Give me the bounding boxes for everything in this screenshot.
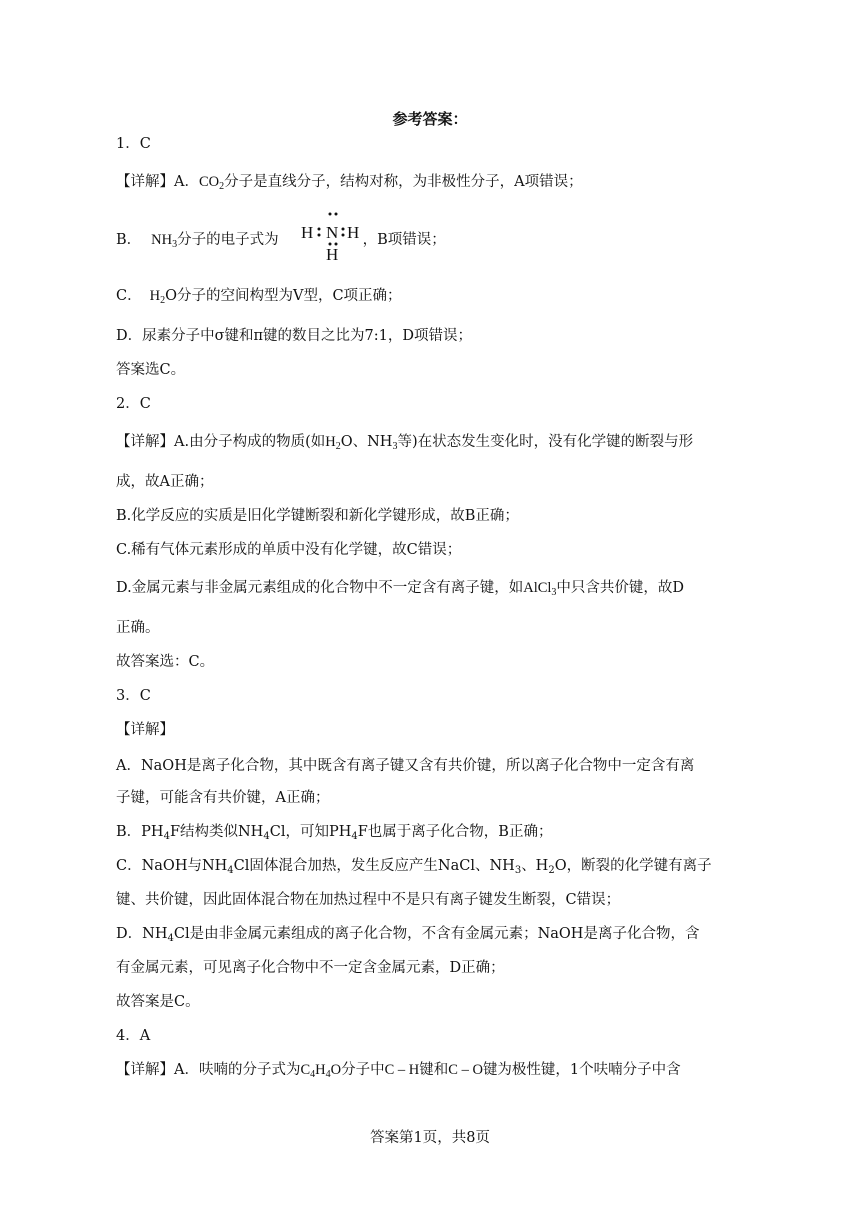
q3-option-d: D．$NH_4Cl$是由非金属元素组成的离子化合物，不含有金属元素；NaOH是离子化合物，含 <box>116 926 700 944</box>
q3-option-c: C．NaOH与$NH_4Cl$固体混合加热，发生反应产生NaCl、$NH_3$、$H_2O$，断裂的化学键有离子 <box>116 858 712 876</box>
q3-number: 3．C <box>116 688 151 704</box>
q2-option-c: C.稀有气体元素形成的单质中没有化学键，故C错误； <box>116 542 462 558</box>
q3-head: 【详解】 <box>116 722 174 738</box>
lewis-h-bottom: H <box>326 245 339 264</box>
q2-option-a-continued: 成，故A正确； <box>116 474 214 490</box>
nh3-lewis-structure <box>300 204 366 264</box>
q2-option-a: 【详解】A.由分子构成的物质(如$H_2O$、$NH_3$等)在状态发生变化时，没有化学键的断裂与形 <box>116 434 694 452</box>
q1-number: 1．C <box>116 136 151 152</box>
q2-option-b: B.化学反应的实质是旧化学键断裂和新化学键形成，故B正确； <box>116 508 519 524</box>
q4-number: 4．A <box>116 1028 151 1044</box>
q3-option-d-continued: 有金属元素，可见离子化合物中不一定含金属元素，D正确； <box>116 960 505 976</box>
lewis-h-left: H <box>301 223 314 242</box>
q4-option-a: 【详解】A．呋喃的分子式为$C_4H_4O$分子中C – H键和C – O键为极性键，1个呋喃分子中含 <box>116 1062 681 1080</box>
lewis-n: N <box>326 223 339 242</box>
page-footer: 答案第1页，共8页 <box>370 1130 490 1146</box>
q3-option-a-continued: 子键，可能含有共价键，A正确； <box>116 790 330 806</box>
q2-option-d-continued: 正确。 <box>116 620 160 636</box>
q2-option-d: D.金属元素与非金属元素组成的化合物中不一定含有离子键，如AlCl$_3$中只含共价键，故D <box>116 580 685 598</box>
q1-option-c: C． $H_2O$分子的空间构型为V型，C项正确； <box>116 288 402 306</box>
q2-number: 2．C <box>116 396 151 412</box>
q3-option-a: A．NaOH是离子化合物，其中既含有离子键又含有共价键，所以离子化合物中一定含有离 <box>116 758 695 774</box>
q1-option-a: 【详解】A．$CO_2$分子是直线分子，结构对称，为非极性分子，A项错误； <box>116 174 583 192</box>
lewis-h-right: H <box>347 223 360 242</box>
q1-option-b: B． $NH_3$分子的电子式为 ，B项错误； <box>116 232 446 250</box>
q2-answer: 故答案选：C。 <box>116 654 215 670</box>
q1-answer: 答案选C。 <box>116 362 186 378</box>
q3-answer: 故答案是C。 <box>116 994 200 1010</box>
q1-option-d: D．尿素分子中σ键和π键的数目之比为7:1，D项错误； <box>116 328 473 344</box>
q3-option-b: B．$PH_4F$结构类似$NH_4Cl$，可知$PH_4F$也属于离子化合物，B正确； <box>116 824 553 842</box>
page-title: 参考答案： <box>392 110 468 128</box>
q3-option-c-continued: 键、共价键，因此固体混合物在加热过程中不是只有离子键发生断裂，C错误； <box>116 892 621 908</box>
